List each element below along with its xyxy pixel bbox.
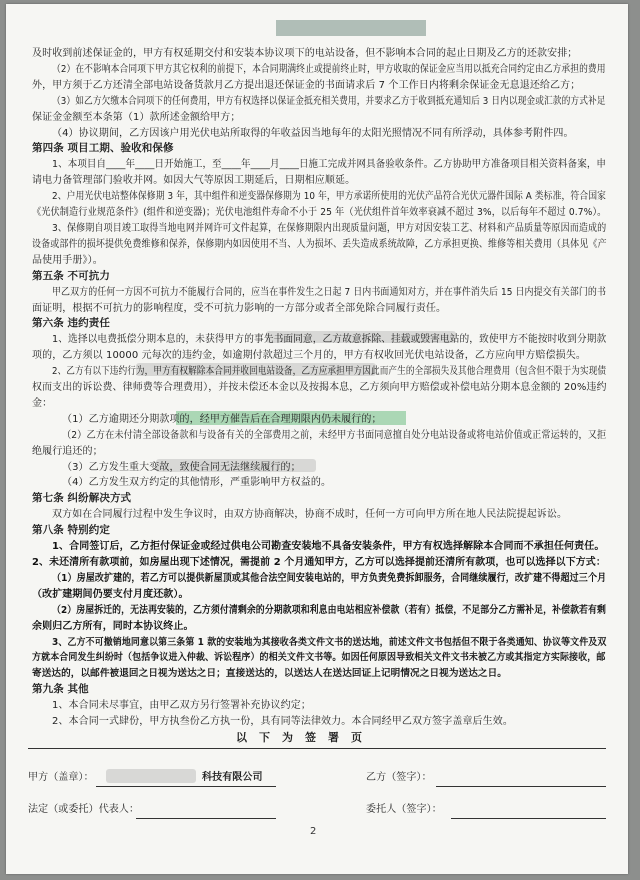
- text-line: 及时收到前述保证金的，甲方有权延期交付和安装本协议项下的电站设备，但不影响本合同的起止日期及乙方的还款安排；: [32, 48, 578, 59]
- text-line: 金：: [32, 397, 53, 409]
- signature-divider: [28, 748, 606, 749]
- text-line: （改扩建期间仍要支付月度还款）。: [32, 588, 189, 600]
- signature-page-title: 以下为签署页: [236, 731, 374, 744]
- text-line: 品使用手册》）。: [32, 254, 103, 266]
- text-line: 余则归乙方所有，同时本协议终止。: [32, 620, 194, 632]
- text-line: 保证金金额至本条第（1）款所述金额给甲方；: [32, 111, 241, 123]
- text-line: 项的，乙方须以 10000 元每次的违约金，如逾期付款超过三个月的，甲方有权收回光伏电站设备，乙方应向甲方赔偿损失。: [32, 350, 586, 362]
- legal-rep-underline: [136, 818, 276, 819]
- legal-rep-label: 法定（或委托）代表人：: [28, 804, 140, 815]
- text-line: 1、选择以电费抵偿分期本息的，未获得甲方的事先书面同意，乙方故意拆除、挂载或毁害电站的，致使甲方不能按时收到分期款: [52, 334, 607, 346]
- text-line: （2）乙方在未付清全部设备款和与设备有关的全部费用之前，未经甲方书面同意擅自处分电站设备或将电站价值或正常运转的，又拒: [62, 429, 607, 441]
- text-line: （4）乙方发生双方约定的其他情形，严重影响甲方权益的。: [62, 477, 332, 489]
- section-heading: 第五条 不可抗力: [32, 269, 110, 282]
- party-a-company: 科技有限公司: [202, 772, 263, 783]
- text-line: 双方如在合同履行过程中发生争议时，由双方协商解决，协商不成时，任何一方可向甲方所在地人民法院提起诉讼。: [52, 509, 568, 521]
- text-line: 面证明，根据不可抗力的影响程度，受不可抗力影响的一方部分或者全部免除合同履行责任。: [32, 302, 447, 314]
- text-line: （2）房屋拆迁的，无法再安装的，乙方须付清剩余的分期款项和利息由电站相应补偿款（若有）抵偿，不足部分乙方需补足，补偿款若有剩: [52, 604, 606, 616]
- agent-label: 委托人（签字）：: [366, 804, 442, 815]
- text-line: 设备或部件的损坏提供免费维修和保养，保修期内如因使用不当、人为损坏、丢失造成系统故障，乙方承担更换、维修等相关费用（具体见《产: [32, 238, 607, 250]
- text-line: 《光伏制造行业规范条件》(组件和逆变器)；光伏电池组件寿命不小于 25 年（光伏组件首年效率衰减不超过 3%，以后每年不超过 0.7%）。: [32, 207, 607, 218]
- text-line: 外，甲方须于乙方还清全部电站设备货款月乙方提出退还保证金的书面请求后 7 个工作日内将剩余保证金无息退还给乙方；: [32, 79, 581, 91]
- header-stamp: [276, 20, 426, 36]
- text-line: （2）在不影响本合同项下甲方其它权利的前提下，本合同期满终止或提前终止时，甲方收取的保证金应当用以抵充合同约定由乙方承担的费用: [52, 63, 606, 75]
- text-line: 请电力备管理部门验收并网。如因大气等原因工期延后，日期相应顺延。: [32, 175, 356, 187]
- text-line: 方就本合同发生纠纷时（包括争议进入仲裁、诉讼程序）的相关文件文书等。如因任何原因导致相关文件文书未被乙方或其指定方实际接收，邮: [32, 652, 606, 664]
- text-line: 2、本合同一式肆份，甲方执叁份乙方执一份，具有同等法律效力。本合同经甲乙双方签字盖章后生效。: [52, 716, 513, 727]
- text-line: 3、保修期自项目竣工取得当地电网并网许可文件起算，在保修期限内出现质量问题，甲方对因安装工艺、材料和产品质量等原因而造成的: [52, 223, 607, 234]
- text-line: 1、本合同未尽事宜，由甲乙双方另行签署补充协议约定；: [52, 700, 311, 712]
- party-b-underline: [436, 786, 606, 787]
- text-line: 甲乙双方的任何一方因不可抗力不能履行合同的，应当在事件发生之日起 7 日内书面通知对方，并在事件消失后 15 日内提交有关部门的书: [52, 286, 607, 298]
- text-line: 权而支出的诉讼费、律师费等合理费用），并按未偿还本金以及按揭本息，乙方须向甲方赔偿或补偿电站分期本息金额的 20%违约: [32, 382, 607, 393]
- text-line: 3、乙方不可撤销地同意以第三条第 1 款的安装地为其接收各类文件文书的送达地，前述文件文书包括但不限于各类通知、协议等文件及双: [52, 636, 607, 648]
- section-heading: 第四条 项目工期、验收和保修: [32, 142, 174, 155]
- section-heading: 第九条 其他: [32, 683, 89, 696]
- party-b-label: 乙方（签字）：: [366, 772, 432, 783]
- party-a-label: 甲方（盖章）：: [28, 772, 94, 783]
- text-line: （3）如乙方欠缴本合同项下的任何费用，甲方有权选择以保证金抵充相关费用，并要求乙方于收到抵充通知后 3 日内以现金或汇款的方式补足: [52, 95, 606, 107]
- text-line: 2、未还清所有款项前，如房屋出现下述情况，需提前 2 个月通知甲方，乙方可以选择提前还清所有款项，也可以选择以下方式：: [32, 557, 606, 568]
- text-line: （1）乙方逾期还分期款项的，经甲方催告后在合理期限内仍未履行的；: [62, 413, 382, 425]
- agent-underline: [451, 818, 606, 819]
- section-heading: 第六条 违约责任: [32, 317, 110, 330]
- text-line: 绝履行追还的；: [32, 445, 103, 457]
- text-line: （1）房屋改扩建的，若乙方可以提供新屋顶或其他合法空间安装电站的，甲方负责免费拆卸服务，合同继续履行，改扩建不得超过三个月: [52, 572, 607, 584]
- text-line: 1、本项目自____年____日开始施工，至____年____月____日施工完成并网具备验收条件。乙方协助甲方准备项目相关资料备案，申: [52, 159, 607, 171]
- contract-page: [6, 4, 628, 874]
- page-number: 2: [310, 826, 317, 837]
- text-line: 寄送达的，以邮件被退回之日视为送达之日；直接送达的，以送达人在送达回证上记明情况之日视为送达之日。: [32, 668, 507, 680]
- text-line: 2、乙方有以下违约行为，甲方有权解除本合同并收回电站设备，乙方应承担甲方因此而产生的全部损失及其他合理费用（包含但不限于为实现债: [52, 366, 607, 378]
- text-line: （4）协议期间，乙方因该户用光伏电站所取得的年收益因当地每年的太阳光照情况不同有所浮动，具体参考附件四。: [52, 127, 574, 139]
- section-heading: 第八条 特别约定: [32, 524, 110, 537]
- redacted-company-name: [106, 769, 196, 783]
- section-heading: 第七条 纠纷解决方式: [32, 492, 132, 505]
- party-a-underline: [96, 786, 276, 787]
- text-line: （3）乙方发生重大变故，致使合同无法继续履行的；: [62, 461, 301, 473]
- text-line: 1、合同签订后，乙方拒付保证金或经过供电公司勘查安装地不具备安装条件，甲方有权选择解除本合同而不承担任何责任。: [52, 541, 605, 552]
- text-line: 2、户用光伏电站整体保修期 3 年，其中组件和逆变器保修期为 10 年，甲方承诺所使用的光伏产品符合光伏元器件国际 A 类标准，符合国家: [52, 191, 607, 203]
